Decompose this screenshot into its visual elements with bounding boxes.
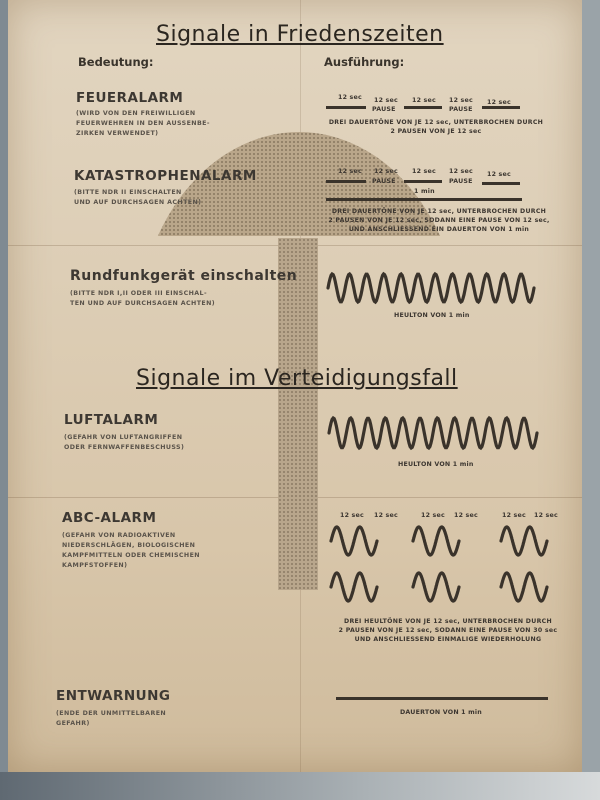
wave-line	[413, 573, 459, 601]
wave-line	[331, 573, 377, 601]
column-execution-heading: Ausführung:	[324, 55, 405, 69]
wave-line	[328, 274, 534, 302]
luftalarm-howl-wave	[326, 414, 540, 452]
feueralarm-pause-1: PAUSE	[372, 106, 396, 113]
entwarnung-description: (ENDE DER UNMITTELBAREN GEFAHR)	[56, 710, 167, 727]
abc-time-3: 12 sec	[421, 512, 445, 519]
rundfunk-note: HEULTON VON 1 min	[394, 312, 470, 319]
wave-line	[413, 527, 459, 555]
abc-time-2: 12 sec	[374, 512, 398, 519]
column-meaning-heading: Bedeutung:	[78, 55, 154, 69]
katastrophenalarm-time-3: 12 sec	[412, 168, 436, 175]
abc-howl-wave	[498, 524, 550, 558]
feueralarm-time-5: 12 sec	[487, 99, 511, 106]
feueralarm-time-2: 12 sec	[374, 97, 398, 104]
abc-howl-wave	[328, 570, 380, 604]
feueralarm-time-1: 12 sec	[338, 94, 362, 101]
abc-time-1: 12 sec	[340, 512, 364, 519]
katastrophenalarm-time-1: 12 sec	[338, 168, 362, 175]
rundfunk-howl-wave	[325, 270, 537, 306]
feueralarm-tone-bar	[482, 106, 520, 109]
katastrophenalarm-pause-1: PAUSE	[372, 178, 396, 185]
wave-line	[501, 573, 547, 601]
siren-mast-graphic	[278, 238, 318, 590]
abc-alarm-name: ABC-ALARM	[62, 510, 157, 526]
feueralarm-time-4: 12 sec	[449, 97, 473, 104]
katastrophenalarm-long-tone-bar	[326, 198, 522, 201]
feueralarm-time-3: 12 sec	[412, 97, 436, 104]
luftalarm-note: HEULTON VON 1 min	[398, 461, 474, 468]
entwarnung-note: DAUERTON VON 1 min	[400, 709, 482, 716]
katastrophenalarm-note: DREI DAUERTÖNE VON JE 12 sec, UNTERBROCHEN DURCH 2 PAUSEN VON JE 12 sec, SODANN EINE PAUSE VON 12 sec, UND ANSCHLIESSEND EIN DAUERTON VON 1 min	[328, 208, 550, 233]
abc-howl-wave	[328, 524, 380, 558]
wave-line	[331, 527, 377, 555]
katastrophenalarm-time-2: 12 sec	[374, 168, 398, 175]
entwarnung-name: ENTWARNUNG	[56, 688, 171, 704]
luftalarm-name: LUFTALARM	[64, 412, 159, 428]
defense-title: Signale im Verteidigungsfall	[136, 366, 458, 391]
background-floor	[0, 772, 600, 800]
feueralarm-name: FEUERALARM	[76, 90, 184, 106]
katastrophenalarm-min-label: 1 min	[414, 188, 435, 195]
abc-time-4: 12 sec	[454, 512, 478, 519]
feueralarm-note: DREI DAUERTÖNE VON JE 12 sec, UNTERBROCHEN DURCH 2 PAUSEN VON JE 12 sec	[328, 119, 544, 135]
wave-line	[501, 527, 547, 555]
entwarnung-continuous-tone-bar	[336, 697, 548, 700]
siren-signals-poster	[8, 0, 582, 772]
luftalarm-description: (GEFAHR VON LUFTANGRIFFEN ODER FERNWAFFENBESCHUSS)	[64, 434, 185, 451]
katastrophenalarm-time-5: 12 sec	[487, 171, 511, 178]
background-wall	[582, 0, 600, 800]
katastrophenalarm-name: KATASTROPHENALARM	[74, 168, 257, 184]
abc-howl-wave	[410, 524, 462, 558]
abc-howl-wave	[410, 570, 462, 604]
abc-time-6: 12 sec	[534, 512, 558, 519]
katastrophenalarm-tone-bar	[326, 180, 366, 183]
katastrophenalarm-tone-bar	[482, 182, 520, 185]
abc-note: DREI HEULTÖNE VON JE 12 sec, UNTERBROCHEN DURCH 2 PAUSEN VON JE 12 sec, SODANN EINE PAUSE VON 30 sec UND ANSCHLIESSEND EINMALIGE WIEDERHOLUNG	[338, 618, 558, 643]
abc-howl-wave	[498, 570, 550, 604]
feueralarm-tone-bar	[404, 106, 442, 109]
katastrophenalarm-description: (BITTE NDR II EINSCHALTEN UND AUF DURCHSAGEN ACHTEN)	[74, 189, 202, 206]
katastrophenalarm-tone-bar	[404, 180, 442, 183]
rundfunk-description: (BITTE NDR I,II ODER III EINSCHAL- TEN UND AUF DURCHSAGEN ACHTEN)	[70, 290, 216, 307]
abc-alarm-description: (GEFAHR VON RADIOAKTIVEN NIEDERSCHLÄGEN, BIOLOGISCHEN KAMPFMITTELN ODER CHEMISCHEN KAMPFSTOFFEN)	[62, 532, 200, 569]
feueralarm-pause-2: PAUSE	[449, 106, 473, 113]
feueralarm-tone-bar	[326, 106, 366, 109]
katastrophenalarm-time-4: 12 sec	[449, 168, 473, 175]
abc-time-5: 12 sec	[502, 512, 526, 519]
katastrophenalarm-pause-2: PAUSE	[449, 178, 473, 185]
feueralarm-description: (WIRD VON DEN FREIWILLIGEN FEUERWEHREN IN DEN AUSSENBE- ZIRKEN VERWENDET)	[76, 110, 210, 137]
peace-title: Signale in Friedenszeiten	[156, 22, 444, 47]
wave-line	[329, 418, 537, 448]
rundfunk-name: Rundfunkgerät einschalten	[70, 268, 298, 284]
